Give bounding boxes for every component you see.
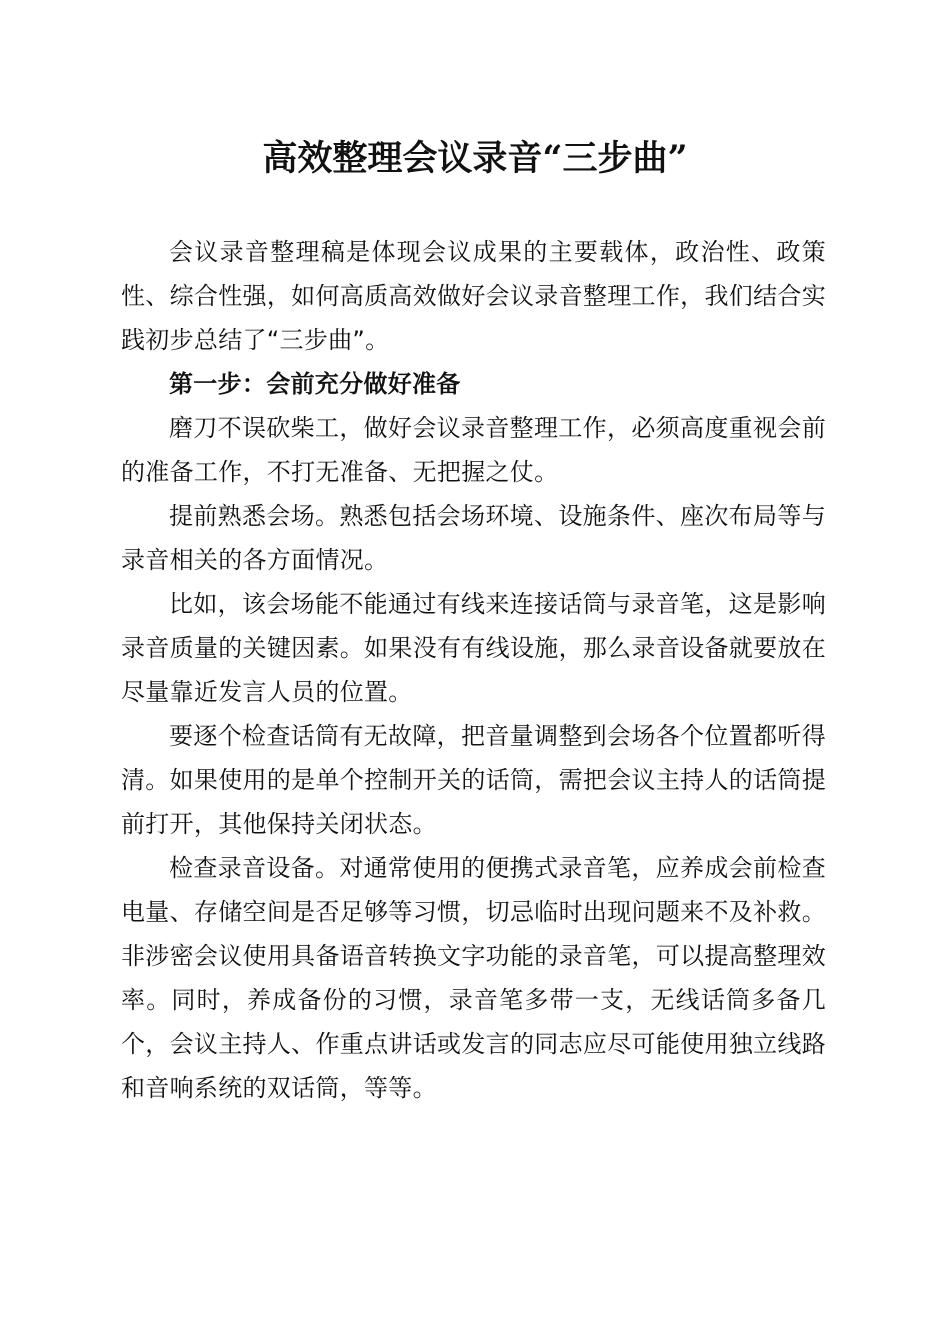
- wired-connection-paragraph: 比如，该会场能不能通过有线来连接话筒与录音笔，这是影响录音质量的关键因素。如果没有有线设施，那么录音设备就要放在尽量靠近发言人员的位置。: [121, 590, 826, 706]
- recording-device-paragraph: 检查录音设备。对通常使用的便携式录音笔，应养成会前检查电量、存储空间是否足够等习惯，切忌临时出现问题来不及补救。非涉密会议使用具备语音转换文字功能的录音笔，可以提高整理效率。同时，养成备份的习惯，录音笔多带一支，无线话筒多备几个，会议主持人、作重点讲话或发言的同志应尽可能使用独立线路和音响系统的双话筒，等等。: [121, 854, 826, 1102]
- step-one-heading: 第一步：会前充分做好准备: [169, 370, 461, 398]
- document-title: 高效整理会议录音“三步曲”: [262, 138, 688, 179]
- venue-paragraph: 提前熟悉会场。熟悉包括会场环境、设施条件、座次布局等与录音相关的各方面情况。: [121, 502, 826, 574]
- document-body: [121, 230, 826, 1110]
- preparation-paragraph: 磨刀不误砍柴工，做好会议录音整理工作，必须高度重视会前的准备工作，不打无准备、无把握之仗。: [121, 414, 826, 486]
- microphone-check-paragraph: 要逐个检查话筒有无故障，把音量调整到会场各个位置都听得清。如果使用的是单个控制开关的话筒，需把会议主持人的话筒提前打开，其他保持关闭状态。: [121, 722, 826, 838]
- intro-paragraph: 会议录音整理稿是体现会议成果的主要载体，政治性、政策性、综合性强，如何高质高效做好会议录音整理工作，我们结合实践初步总结了“三步曲”。: [121, 238, 826, 354]
